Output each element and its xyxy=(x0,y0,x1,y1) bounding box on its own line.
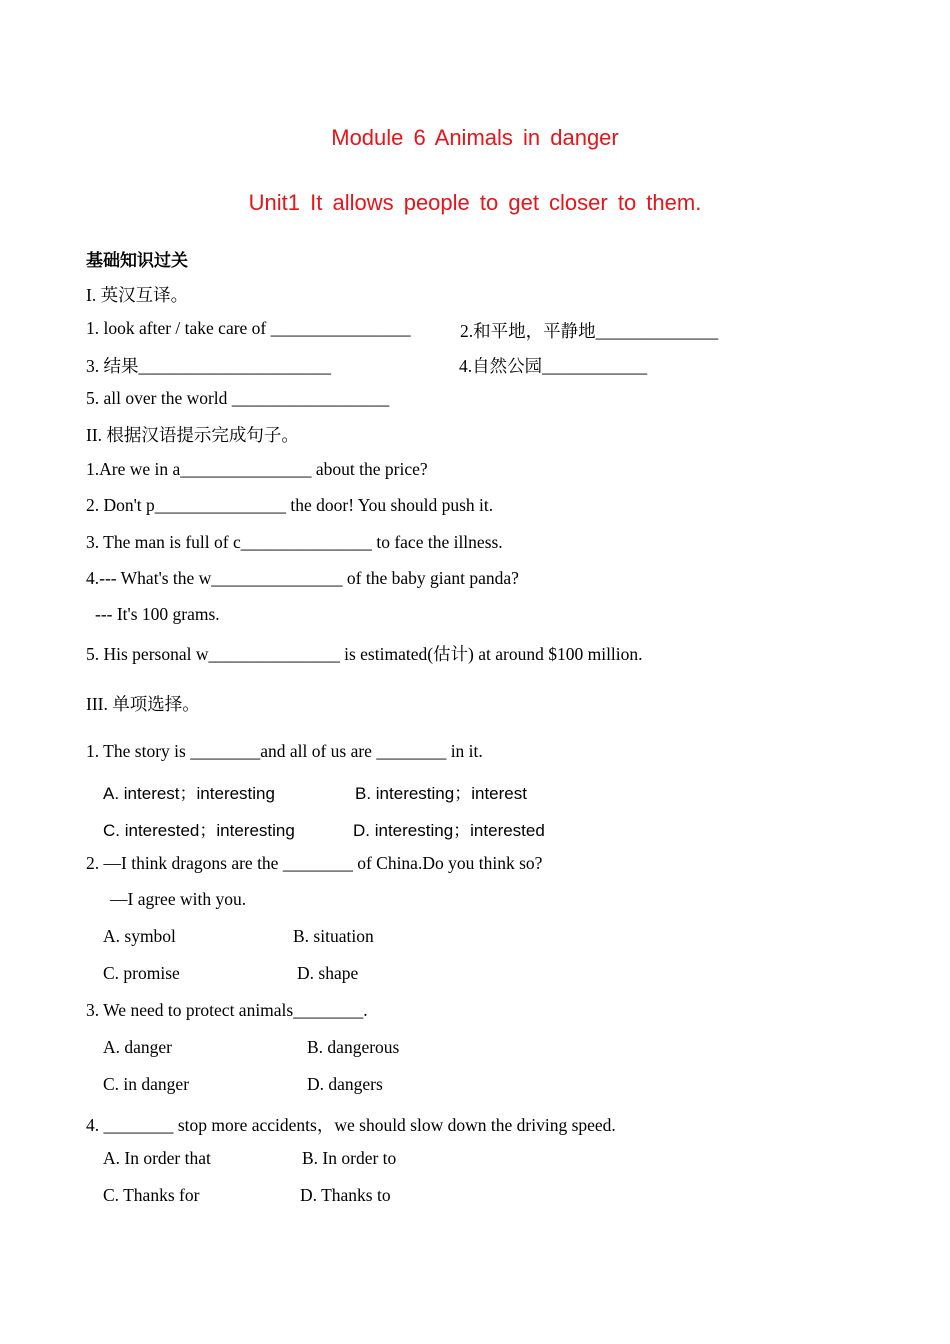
part1-item-2: 2.和平地，平静地______________ xyxy=(460,321,719,341)
part1-heading: I. 英汉互译。 xyxy=(86,285,189,305)
q4-option-c: C. Thanks for xyxy=(103,1185,200,1205)
part1-item-1: 1. look after / take care of ________________ xyxy=(86,318,411,338)
section-heading: 基础知识过关 xyxy=(86,251,188,271)
part2-item-2: 2. Don't p_______________ the door! You should push it. xyxy=(86,495,494,515)
unit-title: Unit1 It allows people to get closer to them. xyxy=(248,190,702,215)
q1-option-a: A. interest；interesting xyxy=(103,784,275,803)
q2-option-c: C. promise xyxy=(103,963,180,983)
q1-stem: 1. The story is ________and all of us are ________ in it. xyxy=(86,741,483,761)
part2-item-4-answer: --- It's 100 grams. xyxy=(95,604,220,624)
q2-stem-reply: —I agree with you. xyxy=(110,889,247,909)
q1-option-c: C. interested；interesting xyxy=(103,821,295,840)
part1-item-3: 3. 结果______________________ xyxy=(86,356,331,376)
q3-option-c: C. in danger xyxy=(103,1074,190,1094)
q3-option-b: B. dangerous xyxy=(307,1037,400,1057)
q4-option-a: A. In order that xyxy=(103,1148,211,1168)
part2-heading: II. 根据汉语提示完成句子。 xyxy=(86,425,299,445)
q3-option-a: A. danger xyxy=(103,1037,173,1057)
q1-option-b: B. interesting；interest xyxy=(355,784,527,803)
q4-option-b: B. In order to xyxy=(302,1148,397,1168)
q1-option-d: D. interesting；interested xyxy=(353,821,545,840)
q2-option-d: D. shape xyxy=(297,963,359,983)
q4-option-d: D. Thanks to xyxy=(300,1185,391,1205)
q2-option-b: B. situation xyxy=(293,926,374,946)
q2-stem: 2. —I think dragons are the ________ of China.Do you think so? xyxy=(86,853,543,873)
part1-item-4: 4.自然公园____________ xyxy=(459,356,648,376)
q2-option-a: A. symbol xyxy=(103,926,176,946)
part3-heading: III. 单项选择。 xyxy=(86,694,200,714)
part2-item-3: 3. The man is full of c_______________ to face the illness. xyxy=(86,532,503,552)
q3-option-d: D. dangers xyxy=(307,1074,383,1094)
q4-stem: 4. ________ stop more accidents，we should slow down the driving speed. xyxy=(86,1115,616,1135)
part2-item-4: 4.--- What's the w_______________ of the baby giant panda? xyxy=(86,568,519,588)
module-title: Module 6 Animals in danger xyxy=(331,125,619,150)
part1-item-5: 5. all over the world __________________ xyxy=(86,388,390,408)
part2-item-1: 1.Are we in a_______________ about the price? xyxy=(86,459,428,479)
part2-item-5: 5. His personal w_______________ is estimated(估计) at around $100 million. xyxy=(86,644,643,664)
q3-stem: 3. We need to protect animals________. xyxy=(86,1000,368,1020)
